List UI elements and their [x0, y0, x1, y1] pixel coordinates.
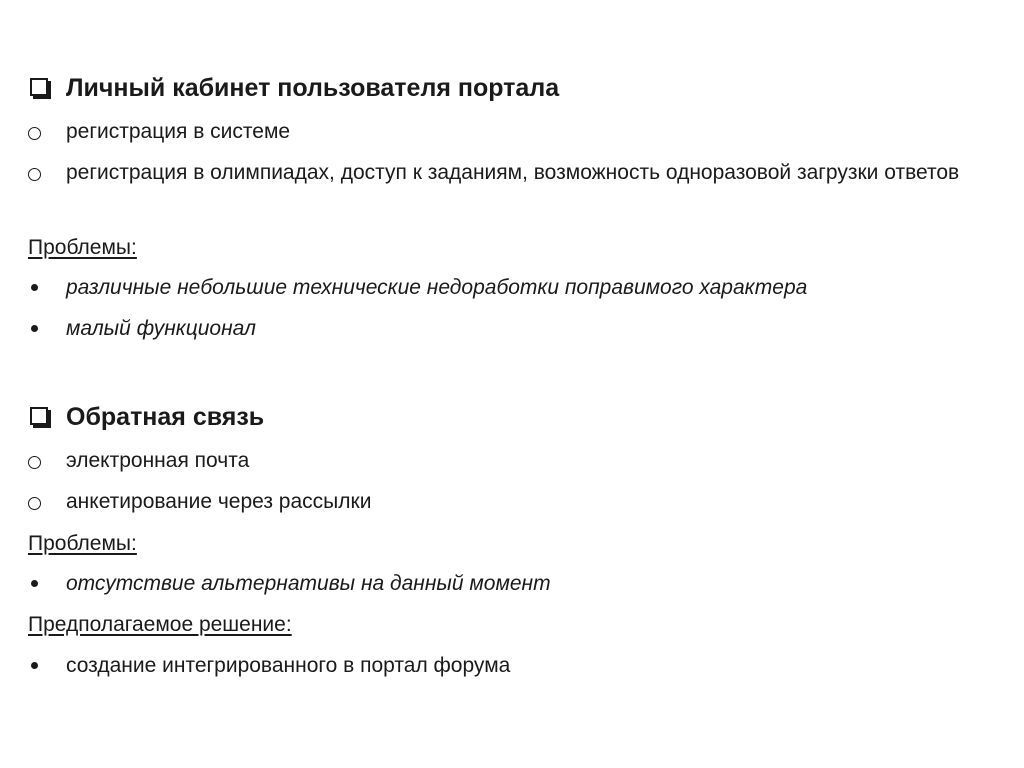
checkbox-icon: [30, 78, 48, 96]
problem-item-text: малый функционал: [66, 317, 256, 340]
list-item-text: электронная почта: [66, 449, 250, 472]
bullet-icon: [31, 325, 38, 332]
problems-label: Проблемы:: [28, 532, 137, 555]
problem-item-text: различные небольшие технические недоработки поправимого характера: [66, 276, 808, 299]
circle-icon: [28, 127, 41, 140]
solution-label: Предполагаемое решение:: [28, 613, 292, 636]
section-heading-feedback: [28, 399, 1004, 435]
list-item: [28, 156, 1004, 190]
bullet-icon: [31, 284, 38, 291]
circle-icon: [28, 456, 41, 469]
problem-item-text: отсутствие альтернативы на данный момент: [66, 572, 551, 595]
list-item: [28, 115, 1004, 149]
section-heading-text: Обратная связь: [66, 403, 265, 431]
bullet-icon: [31, 580, 38, 587]
bullet-icon: [31, 662, 38, 669]
circle-icon: [28, 168, 41, 181]
list-item-text: регистрация в системе: [66, 120, 291, 143]
circle-icon: [28, 497, 41, 510]
checkbox-icon: [30, 407, 48, 425]
section-heading-personal-cabinet: [28, 70, 1004, 106]
problems-label: Проблемы:: [28, 236, 137, 259]
problem-item: [28, 312, 1004, 346]
section-heading-text: Личный кабинет пользователя портала: [66, 74, 560, 102]
problem-item: [28, 271, 1004, 305]
list-item: [28, 485, 1004, 519]
solution-item-text: создание интегрированного в портал форума: [66, 654, 511, 677]
list-item-text: регистрация в олимпиадах, доступ к заданиям, возможность одноразовой загрузки ответов: [66, 161, 960, 184]
problem-item: [28, 567, 1004, 601]
list-item: [28, 444, 1004, 478]
list-item-text: анкетирование через рассылки: [66, 490, 372, 513]
solution-item: [28, 649, 1004, 683]
